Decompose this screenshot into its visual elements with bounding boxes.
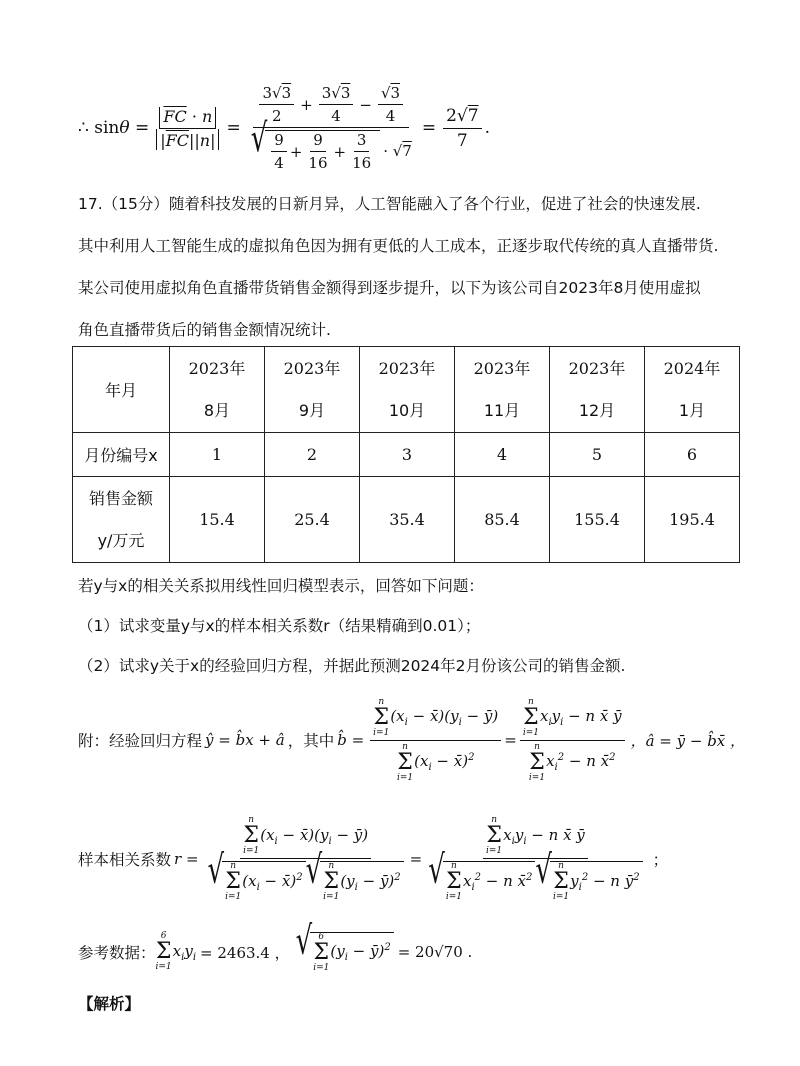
month-cell: 2023年 12月: [550, 347, 645, 433]
r-label: 样本相关系数: [78, 851, 172, 869]
analysis-label: 【解析】: [78, 995, 141, 1013]
formula-prefix: ∴ sinθ =: [78, 118, 150, 138]
question-intro: 若y与x的相关关系拟用线性回归模型表示，回答如下问题：: [78, 577, 484, 595]
sqrt-sum-value: = 20√70 .: [397, 943, 473, 961]
x-value: 5: [550, 433, 645, 477]
y-value: 15.4: [170, 477, 265, 563]
x-label: 月份编号x: [73, 433, 170, 477]
month-cell: 2023年 10月: [360, 347, 455, 433]
month-cell: 2023年 9月: [265, 347, 360, 433]
r-semicolon: ；: [652, 851, 669, 869]
sum-xy-value: = 2463.4 ，: [200, 943, 290, 962]
result-fraction: $\frac{2√7}{7}$: [443, 106, 481, 151]
problem-line-3: 某公司使用虚拟角色直播带货销售金额得到逐步提升，以下为该公司自2023年8月使用虚拟: [78, 279, 701, 297]
y-value: 85.4: [455, 477, 550, 563]
vector-fraction: $\frac{\overline{FC} \cdot n}{|\overline{FC}||n|}$: [156, 107, 219, 150]
sin-theta-formula: ∴ sinθ = $\frac{\overline{FC} \cdot n}{|\overline{FC}||n|}$ = $\frac{3√3}{2}$ + $\frac{3√3}{4}$ − $\frac{√3}{4}$ √ $\frac{9}{4}$ + $\frac{9}{16}$ + $\frac{3}{16}$ · √7 = $\frac{2√7}{7}$ .: [78, 84, 490, 172]
x-value: 1: [170, 433, 265, 477]
bhat-fraction-2: n Σ i=1 $x_iy_i - n$ x̄ ȳ n Σ i=1 $x_i^2 - n$ x̄$^2$: [520, 698, 625, 783]
correlation-formula: 样本相关系数 r = n Σ i=1 ($x_i$ − $x̄)(y_i$ − ȳ) √ n Σ i=1 ($x_i$ − x̄)$^2$ √ n Σ i=1 ($y_i$ − ȳ)$^2$ = n Σ i=1 $x_iy_i - n$ x̄ ȳ √ n Σ i=1 $x_i^2 - n$ x̄$^2$ √ n Σ i=1 $y_i^2 - n$ $ȳ^2$ ；: [78, 815, 669, 902]
question-2: （2）试求y关于x的经验回归方程，并据此预测2024年2月份该公司的销售金额.: [78, 657, 626, 675]
x-value: 4: [455, 433, 550, 477]
bhat-symbol: b̂ =: [337, 731, 365, 749]
month-cell: 2023年 8月: [170, 347, 265, 433]
regression-formula: 附：经验回归方程 ŷ = b̂x + â ，其中 b̂ = n Σ i=1 ($x_i$ − $x̄)(y_i$ − ȳ) n Σ i=1 ($x_i$ − x̄)$^2$ = n Σ i=1 $x_iy_i - n$ x̄ ȳ n Σ i=1 $x_i^2 - n$ x̄$^2$ ，â = ȳ − b̂x̄ ，: [78, 696, 746, 783]
y-value: 155.4: [550, 477, 645, 563]
problem-line-4: 角色直播带货后的销售金额情况统计.: [78, 321, 331, 339]
ahat-formula: ，â = ȳ − b̂x̄ ，: [630, 731, 746, 750]
x-value: 3: [360, 433, 455, 477]
header-label: 年月: [73, 347, 170, 433]
x-value: 2: [265, 433, 360, 477]
appendix-mid: ，其中: [287, 732, 335, 750]
y-label: 销售金额 y/万元: [73, 477, 170, 563]
reference-label: 参考数据：: [78, 944, 156, 962]
numeric-fraction: $\frac{3√3}{2}$ + $\frac{3√3}{4}$ − $\frac{√3}{4}$ √ $\frac{9}{4}$ + $\frac{9}{16}$ + $\frac{3}{16}$ · √7: [250, 84, 412, 172]
reference-data: 参考数据： 6 Σ i=1 $x_iy_i$ = 2463.4 ， √ 6 Σ i=1 ($y_i$ − ȳ)$^2$ = 20√70 .: [78, 918, 473, 973]
r-fraction-1: n Σ i=1 ($x_i$ − $x̄)(y_i$ − ȳ) √ n Σ i=1 ($x_i$ − x̄)$^2$ √ n Σ i=1 ($y_i$ − ȳ)$^2$: [205, 816, 407, 902]
y-value: 35.4: [360, 477, 455, 563]
appendix-label: 附：经验回归方程: [78, 732, 203, 750]
r-fraction-2: n Σ i=1 $x_iy_i - n$ x̄ ȳ √ n Σ i=1 $x_i^2 - n$ x̄$^2$ √ n Σ i=1 $y_i^2 - n$ $ȳ^2$: [425, 816, 645, 902]
month-cell: 2023年 11月: [455, 347, 550, 433]
x-value: 6: [645, 433, 740, 477]
regression-equation: ŷ = b̂x + â: [205, 731, 285, 749]
y-value: 25.4: [265, 477, 360, 563]
bhat-fraction-1: n Σ i=1 ($x_i$ − $x̄)(y_i$ − ȳ) n Σ i=1 ($x_i$ − x̄)$^2$: [370, 698, 501, 783]
problem-line-2: 其中利用人工智能生成的虚拟角色因为拥有更低的人工成本，正逐步取代传统的真人直播带货.: [78, 237, 719, 255]
y-value: 195.4: [645, 477, 740, 563]
problem-line-1: 17.（15分）随着科技发展的日新月异，人工智能融入了各个行业，促进了社会的快速发展.: [78, 195, 701, 213]
month-cell: 2024年 1月: [645, 347, 740, 433]
sales-table: [72, 346, 740, 563]
question-1: （1）试求变量y与x的样本相关系数r（结果精确到0.01）；: [78, 617, 481, 635]
